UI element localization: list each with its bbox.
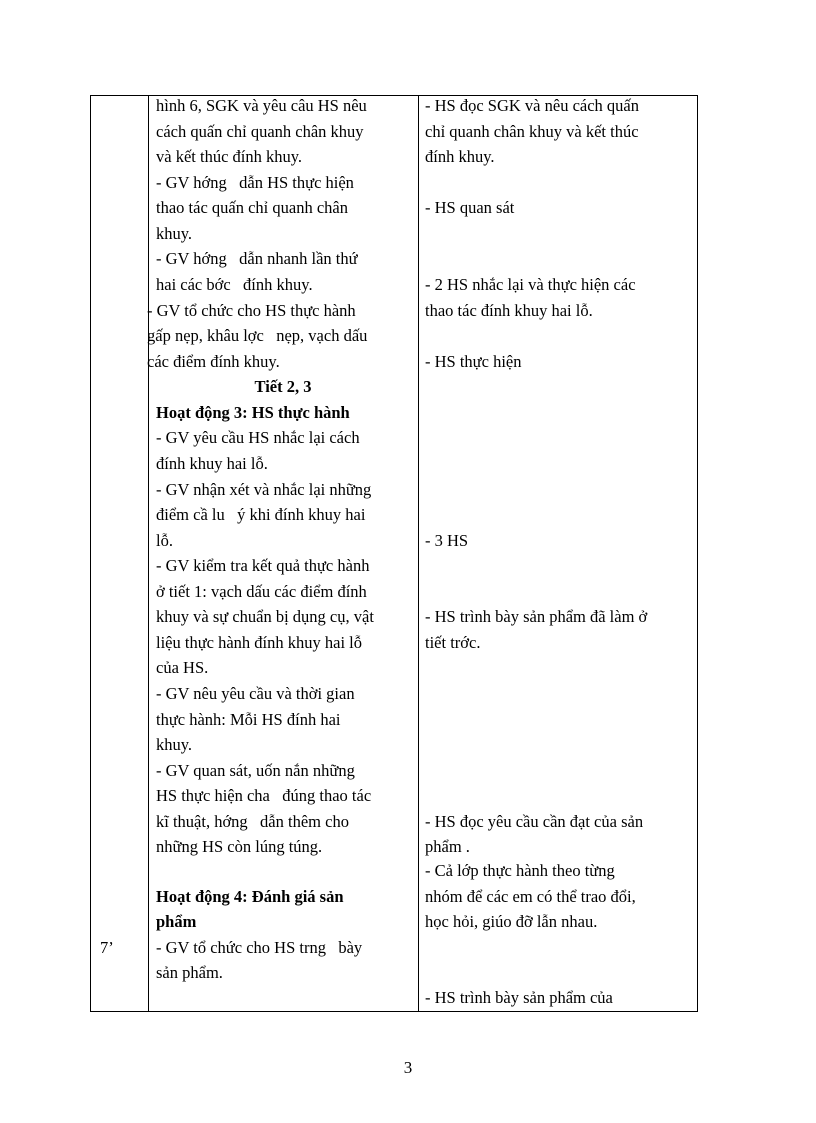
column-divider-1 <box>148 96 149 1011</box>
teacher-line: - GV yêu cầu HS nhắc lại cách <box>156 428 360 447</box>
time-label: 7’ <box>100 938 114 957</box>
teacher-line: đính khuy hai lỗ. <box>156 454 268 473</box>
teacher-line: các điểm đính khuy. <box>147 352 280 371</box>
teacher-line: - GV kiểm tra kết quả thực hành <box>156 556 370 575</box>
activity-heading: Hoạt động 4: Đánh giá sản <box>156 887 344 906</box>
teacher-line: sản phẩm. <box>156 963 223 982</box>
teacher-line: - GV nêu yêu cầu và thời gian <box>156 684 355 703</box>
teacher-line: - GV hớng dẫn nhanh lần thứ <box>156 249 358 268</box>
student-line: học hỏi, giúo đỡ lẫn nhau. <box>425 912 598 931</box>
student-line: - HS quan sát <box>425 198 515 217</box>
teacher-line: những HS còn lúng túng. <box>156 837 323 856</box>
teacher-line: liệu thực hành đính khuy hai lỗ <box>156 633 362 652</box>
page-number: 3 <box>403 1058 413 1077</box>
student-line: - Cả lớp thực hành theo từng <box>425 861 615 880</box>
teacher-line: kĩ thuật, hớng dẫn thêm cho <box>156 812 349 831</box>
teacher-line: và kết thúc đính khuy. <box>156 147 303 166</box>
student-line: - 2 HS nhắc lại và thực hiện các <box>425 275 636 294</box>
teacher-line: hình 6, SGK và yêu câu HS nêu <box>156 96 367 115</box>
teacher-line: ở tiết 1: vạch dấu các điểm đính <box>156 582 367 601</box>
student-line: thao tác đính khuy hai lỗ. <box>425 301 593 320</box>
student-line: - 3 HS <box>425 531 469 550</box>
teacher-line: hai các bớc đính khuy. <box>156 275 313 294</box>
column-divider-2 <box>418 96 419 1011</box>
lesson-table <box>90 95 698 1012</box>
section-heading: Tiết 2, 3 <box>254 377 312 396</box>
student-line: đính khuy. <box>425 147 495 166</box>
student-line: chỉ quanh chân khuy và kết thúc <box>425 122 639 141</box>
teacher-line: - GV nhận xét và nhắc lại những <box>156 480 372 499</box>
teacher-line: khuy. <box>156 735 193 754</box>
student-line: - HS trình bày sản phẩm đã làm ở <box>425 607 648 626</box>
teacher-line: HS thực hiện cha đúng thao tác <box>156 786 372 805</box>
teacher-line: khuy. <box>156 224 193 243</box>
student-line: phẩm . <box>425 837 470 856</box>
teacher-line: thao tác quấn chỉ quanh chân <box>156 198 348 217</box>
teacher-line: của HS. <box>156 658 209 677</box>
teacher-line: điểm cầ lu ý khi đính khuy hai <box>156 505 366 524</box>
teacher-line: khuy và sự chuẩn bị dụng cụ, vật <box>156 607 374 626</box>
teacher-line: - GV hớng dẫn HS thực hiện <box>156 173 354 192</box>
activity-heading: Hoạt động 3: HS thực hành <box>156 403 350 422</box>
activity-heading: phẩm <box>156 912 197 931</box>
teacher-line: - GV tổ chức cho HS trng bày <box>156 938 363 957</box>
teacher-line: thực hành: Mỗi HS đính hai <box>156 710 341 729</box>
teacher-line: - GV tổ chức cho HS thực hành <box>147 301 356 320</box>
student-line: - HS thực hiện <box>425 352 522 371</box>
student-line: - HS trình bày sản phẩm của <box>425 988 613 1007</box>
teacher-line: lỗ. <box>156 531 173 550</box>
student-line: nhóm để các em có thể trao đổi, <box>425 887 636 906</box>
student-line: - HS đọc yêu cầu cần đạt của sản <box>425 812 644 831</box>
student-line: - HS đọc SGK và nêu cách quấn <box>425 96 639 115</box>
teacher-line: cách quấn chỉ quanh chân khuy <box>156 122 364 141</box>
teacher-line: gấp nẹp, khâu lợc nẹp, vạch dấu <box>147 326 368 345</box>
student-line: tiết trớc. <box>425 633 481 652</box>
teacher-line: - GV quan sát, uốn nắn những <box>156 761 355 780</box>
